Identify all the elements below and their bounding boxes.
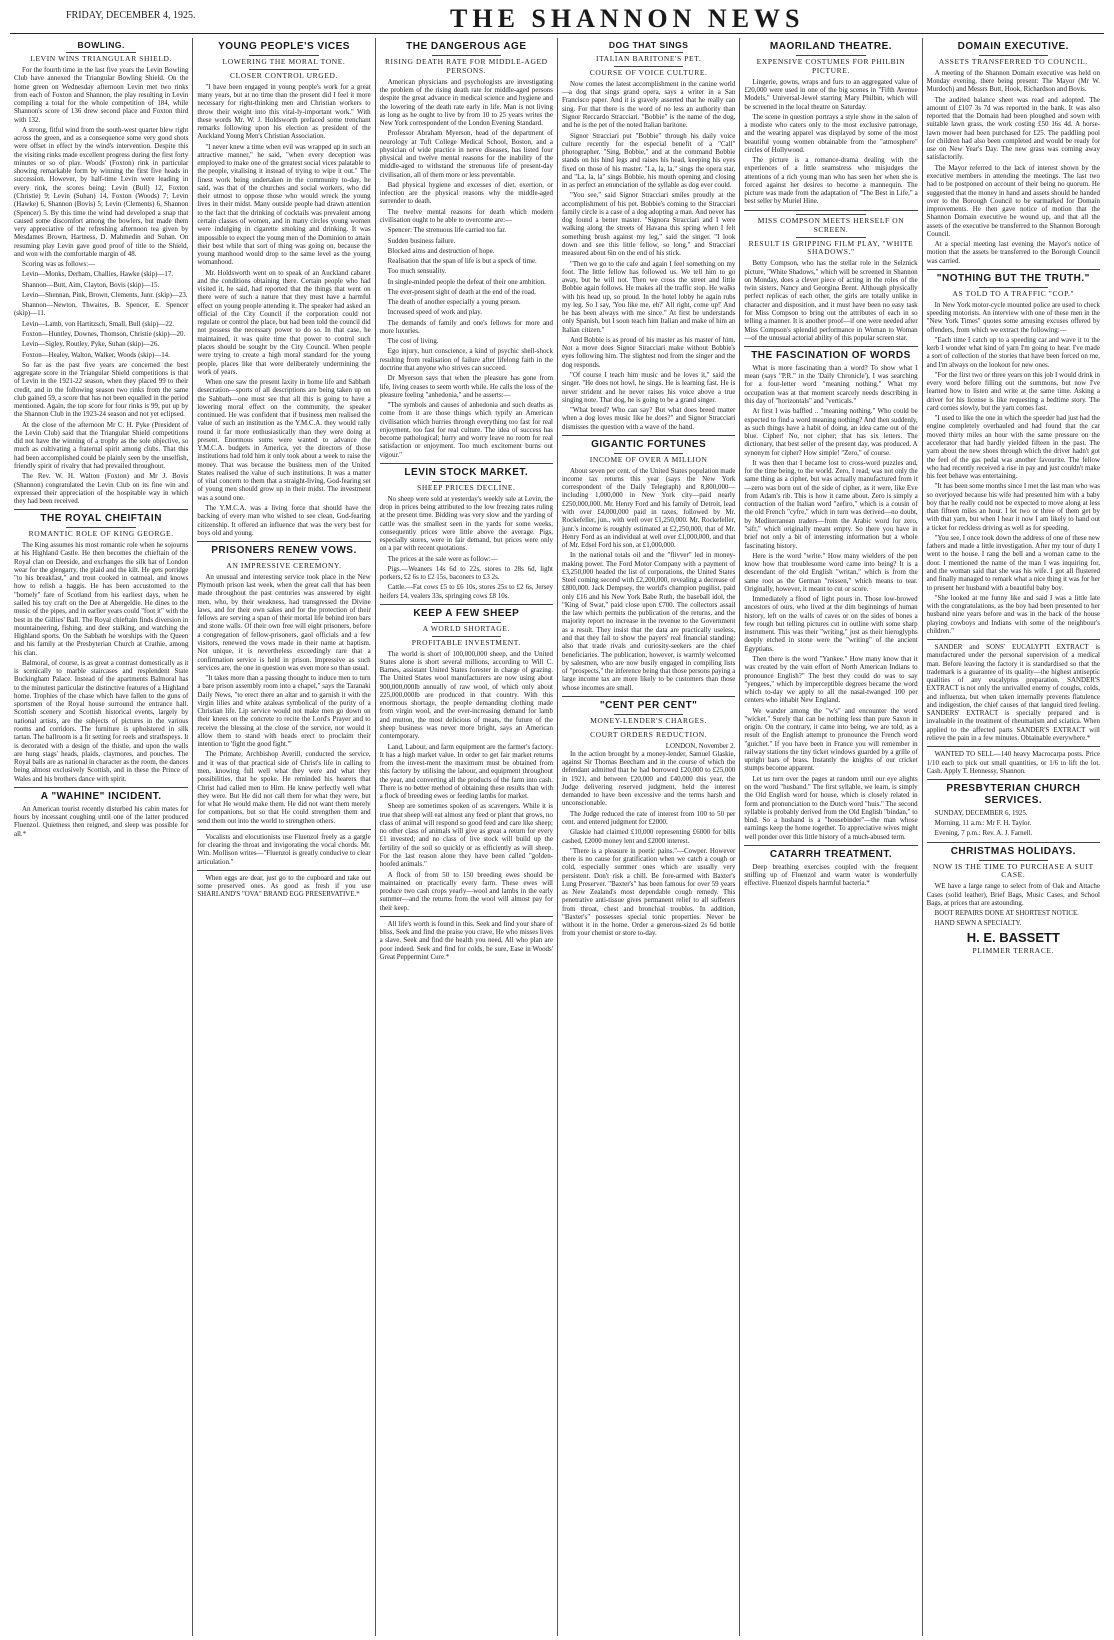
heading-rule xyxy=(796,237,865,238)
article-headline: DOMAIN EXECUTIVE. xyxy=(957,41,1069,52)
article-paragraph: "She looked at me funny like and said I was a little late with the congratulations, as the boy had been presented to her husband nine years before and was in the back of the house playing cowboys and Indians with some of the neighbour's children." xyxy=(926,593,1100,635)
article-paragraph: "What breed? Who can say? But what does breed matter when a dog loves music like he does?" and Signor Stracciari dismisses the question with a wave of the hand. xyxy=(561,406,736,431)
article-paragraph: A flock of from 50 to 150 breeding ewes should be maintained on practically every farm. These ewes will produce two cash crops yearly—wool and lambs in the early summer—and the returns from the wool will almost pay for their keep. xyxy=(379,870,553,912)
column-rule xyxy=(14,787,188,788)
article xyxy=(562,40,735,431)
article-headline: CATARRH TREATMENT. xyxy=(769,848,893,860)
article xyxy=(197,541,370,825)
article-paragraph: Lingerie, gowns, wraps and furs to an aggregated value of £20,000 were used in one of the big scenes in "Fifth Avenue Models," Universal-Jewel starring Mary Philbin, which will be screened in the local theatre on Saturday. xyxy=(744,77,918,111)
article-paragraph: HAND SEWN A SPECIALTY. xyxy=(934,919,1022,928)
heading-rule xyxy=(614,453,683,454)
article-paragraph: Land, Labour, and farm equipment are the farmer's factory. It has a high market value. In order to get fair market returns from the invest-ment the maximum must be obtained from this factory by utilising the labour, and equipment throughout the year, and converting all the products of the farm into cash. There is no better method of obtaining these results than with a flock of breeding ewes or feeding lambs for market. xyxy=(379,742,553,801)
article-subheading: RESULT IS GRIPPING FILM PLAY, "WHITE SHADOWS." xyxy=(748,238,914,257)
article-subheading: ROMANTIC ROLE OF KING GEORGE. xyxy=(28,529,174,539)
article-paragraph: "It takes more than a passing thought to induce men to turn a bare prison assembly room into a chapel," says the Taranaki Daily News, "to erect there an altar and to garnish it with the virgin lilies and white azaleas symbolical of the purity of a Christian life. Lip service would not make men go down on their knees on the concrete to recite the Lord's Prayer and to receive the blessing at the close of the service, nor would it allow them to stand with heads erect to proclaim their intention to 'fight the good fight.'" xyxy=(197,674,371,749)
article-subheading: ITALIAN BARITONE'S PET. xyxy=(596,54,702,64)
article-paragraph: An American tourist recently disturbed his cabin mates for hours by incessant coughing until one of the latter produced Fluenzol. Quietness then reigned, and sleep was possible for all.* xyxy=(14,804,189,838)
article-paragraph: Glaskie had claimed £10,000 representing £6000 for bills cashed, £2000 money lent and £2000 interest. xyxy=(561,828,736,845)
article-headline: GIGANTIC FORTUNES xyxy=(591,438,707,450)
article-subheading: EXPENSIVE COSTUMES FOR PHILBIN PICTURE. xyxy=(756,56,906,75)
article-paragraph: Dr Myerson says that when the pleasure has gone from life, living ceases to seem worth while. He calls the loss of the pleasure feeling "anhedonia," and he asserts:— xyxy=(379,374,553,399)
article-paragraph: A strong, fitful wind from the south-west quarter blew right across the green, and as a consequence some very good shots were offset in effect by the wind's intervention. Despite this the visiting rinks made excellent progress during the first forty minutes or so of play. Woods' (Foxton) rink in particular showing remarkable form by winning the first five heads in succession. However, by half-time Levin were leading in every rink, the scores being: Levin (Bull) 12, Foxton (Christie) 9; Levin (Suhan) 14, Foxton (Woods) 7; Levin (Hawke) 6, Shannon (Bovis) 5; Levin (Clements) 6, Shannon (Spencer) 5. By this time the wind had developed a snap that caused some discomfort among the bowlers, but made them very appreciative of the refreshing afternoon tea given by Mesdames Brown, Hartness, D. Mahmedin and Suhan. On resuming play Levin gave good proof of title to the Shield, and won with the comfortable margin of 48. xyxy=(14,125,189,258)
article-dateline: LONDON, November 2. xyxy=(665,741,736,750)
heading-rule xyxy=(979,287,1048,288)
article-subheading: INCOME OF OVER A MILLION xyxy=(589,454,708,464)
article-paragraph: Betty Compson, who has the stellar role in the Selznick picture, "White Shadows," which will be screened in Shannon on Monday, does a clever piece of acting in the roles of the twin sisters, Nancy and Georgina Brent. Although physically perfect replicas of each other, the girls are totally unlike in character and disposition, and it must have been no easy task for Miss Compson to bring out the attributes of each in so telling a manner. It is another proof—if one were needed after Miss Compson's splendid performance in Woman to Woman—of the unusual actorial ability of this popular screen star. xyxy=(744,259,918,342)
article-paragraph: Pigs.—Weaners 14s 6d to 22s, stores to 28s 6d, light porkers, £2 6s to £2 15s, baconers to £3 2s. xyxy=(379,564,553,582)
article xyxy=(14,40,188,505)
article-subheading: LEVIN WINS TRIANGULAR SHIELD. xyxy=(30,54,173,64)
article-subheading: COURSE OF VOICE CULTURE. xyxy=(589,68,708,78)
article xyxy=(562,696,735,938)
article-paragraph: "You see," said Signor Stracciari smiles proudly at the accomplishment of his pet. Bobbie's coming to the Stracciari family circle is a case of a dog adopting a man. And never has dog found a better master. "Signora Stracciari and I were walking along the streets of Havana this spring when I felt something brush against my leg," said the singer. "I look down and see this little fellow, so long," and Stracciari measured about 6in on the end of his stick. xyxy=(561,191,736,258)
article-paragraph: The demands of family and one's fellows for more and more luxuries. xyxy=(379,318,553,335)
article-paragraph: The Judge reduced the rate of interest from 100 to 50 per cent. and entered judgment for £2000. xyxy=(561,809,736,827)
heading-rule xyxy=(614,728,683,729)
article-paragraph: An unusual and interesting service took place in the New Plymouth prison last week, when the great call that has been made throughout the past centuries was answered by eight men, who, by their weakness, had transgressed the Divine laws, and for their own sakes and for the protection of their fellows are serving a span of their mortal life behind iron bars and stone walls. Of their own free will eight prisoners, before a congregation of fellow-prisoners, gaol officials and a few visitors, renewed the vows made in their name at baptism. Not unique, it is nevertheless exceedingly rare that a confirmation service is held in prison. Impressive as such services are, the one in question was even more so than usual. xyxy=(197,572,371,672)
article xyxy=(744,845,917,888)
article-subheading: MONEY-LENDER'S CHARGES. xyxy=(590,715,708,725)
article-paragraph: The Rev. W. H. Walton (Foxton) and Mr J. Bovis (Shannon) congratulated the Levin Club on its fine win and expressed their appreciation of the hospitable way in which they had been received. xyxy=(14,472,189,506)
article-paragraph: Levin—Sigley, Routley, Pyke, Suhan (skip)—26. xyxy=(22,340,160,349)
article-headline: DOG THAT SINGS xyxy=(608,40,689,50)
article-paragraph: The Primate, Archbishop Averill, conducted the service, and it was of that practical side of Christ's life in calling to men, knowing full well what they were and what they possibilities, that he spoke. He reminded his hearers that Christ had called men to Him. He knew perfectly well what they were. But He did not call them for what they were, but for what He would make them. He did not want them merely for companions, but so that He could strengthen them and send them out into the world to strengthen others. xyxy=(197,750,371,825)
article-paragraph: No sheep were sold at yesterday's weekly sale at Levin, the drop in prices being attributed to the low freezing rates ruling at the present time. Bidding was very slow and the yarding of cattle was the smallest seen in the yards for some weeks, consequently prices were little above the average. Pigs, especially stores, were in fair demand, but prices were only on a par with recent quotations. xyxy=(379,494,553,553)
heading-rule xyxy=(432,55,501,56)
article xyxy=(744,41,917,206)
article-paragraph: Vocalists and elocutionists use Fluenzol freely as a gargle for clearing the throat and invigorating the vocal chords. Mr. Wm. Mollison writes—"Fluenzol is greatly conducive to clear articulation." xyxy=(197,832,371,866)
article-headline: "CENT PER CENT" xyxy=(599,699,698,711)
article-paragraph: The prices at the sale were as follow:— xyxy=(387,554,498,563)
article xyxy=(14,509,188,783)
heading-rule xyxy=(796,55,865,56)
heading-rule xyxy=(432,636,501,637)
article-paragraph: Then there is the word "Yankee." How many know that it was created by the vain effort of North American Indians to pronounce English?" The best they could do was to say "yengees," which by imperceptible degrees became the word which to-day we apply to all the nasal-twanged 100 per centers who inhabit New England. xyxy=(744,654,918,705)
article-paragraph: Evening, 7 p.m.: Rev. A. J. Farnell. xyxy=(934,829,1033,838)
article-headline: "NOTHING BUT THE TRUTH." xyxy=(936,272,1090,284)
newspaper-title: THE SHANNON NEWS xyxy=(450,4,805,33)
article-headline: PRISONERS RENEW VOWS. xyxy=(211,545,357,557)
article-paragraph: "It has been some months since I met the last man who was so overjoyed because his wife had presented him with a baby boy that he really could not be expected to move along at less than fifteen miles an hour. I let two or three of them get by with that yarn, but when I hear it now I am likely to hand out a ticket for reckless driving as well as for speeding. xyxy=(926,482,1100,532)
article xyxy=(927,842,1100,956)
article-paragraph: "Of course I teach him music and he loves it," said the singer. "He does not howl, he sings. He is learning fast. He is never strident and he never raises his voice above a true singing note. That dog, he is going to be a grand singer. xyxy=(561,370,736,404)
article-paragraph: Here is the word "write." How many wielders of the pen know how that troublesome word came into being? It is a descendant of the old English "writan," which is from the same root as the German "reissen," which means to tear. Originally, however, it meant to cut or score. xyxy=(744,551,918,593)
column-6 xyxy=(922,38,1104,1636)
article xyxy=(380,41,553,459)
column-rule xyxy=(197,541,370,542)
article xyxy=(197,870,370,899)
article-paragraph: Sheep are sometimes spoken of as scavengers. While it is true that sheep will eat almost any feed or plant that grows, no class of animal will respond so good feed and care like sheep; no other class of animals will give as great a return for every £1 invested; and no class of live stock will build up the fertility of the soil so quickly or as efficiently as will sheep. For the last reason alone they have been called "golden-hoofed animals." xyxy=(379,802,553,869)
article-headline: KEEP A FEW SHEEP xyxy=(413,607,520,619)
article xyxy=(197,41,370,537)
article xyxy=(744,346,917,841)
article-paragraph: American physicians and psychologists are investigating the problem of the rising death rate for middle-aged persons despite the great advance in medical science and hygiene and the lowering of the death rate early in life. Man is not living as long as he ought to live by from 10 to 25 years writes the New York correspondent of the London Evening Standard. xyxy=(379,77,553,128)
article-subheading: RISING DEATH RATE FOR MIDDLE-AGED PERSONS. xyxy=(384,56,548,75)
advertiser-name: H. E. BASSETT xyxy=(966,929,1060,945)
article-paragraph: WE have a large range to select from of Oak and Attache Cases (solid leather), Brief Bags, Music Cases, and School Bags, at prices that are astounding. xyxy=(926,882,1100,907)
article-paragraph: The world is short of 100,000,000 sheep, and the United States alone is short several millions, according to Will C. Barnes, assistant United States forester in charge of grazing. The United States wool manufacturers are now using about 900,000,000lb annually of raw wool, of which only about 225,000,000lb are produced in that country. With this enormous shortage, the people demanding clothing made from virgin wool, and the ever-increasing demand for lamb and mutton, the most delicious of meats, the future of the sheep business was never more bright, says an American contemporary. xyxy=(379,649,553,741)
article-paragraph: Deep breathing exercises coupled with the frequent sniffing up of Fluenzol and warm water is wonderfully effective. Fluenzol dispels harmful bacteria.* xyxy=(744,862,918,888)
column-rule xyxy=(380,604,553,605)
heading-rule xyxy=(249,559,318,560)
article-paragraph: Foxton—Healey, Walton, Walker, Woods (skip)—14. xyxy=(22,350,170,359)
article xyxy=(927,269,1100,635)
masthead xyxy=(10,4,1104,34)
article-paragraph: WANTED TO SELL—140 heavy Macrocarpa posts. Price 1/10 each to pick out small quantities, or 1/6 to lift the lot. Cash. Apply T. Hennessy, Shannon. xyxy=(926,750,1100,775)
article-paragraph: "For the first two or three years on this job I would drink in every word before filling out the summons, but now I've learned how to listen and write at the same time. Asking a driver for his license is like requesting a bedtime story. The card comes slowly, but the yarn comes fast. xyxy=(926,370,1100,412)
heading-rule xyxy=(66,527,136,528)
article-paragraph: The Y.M.C.A. was a living force that should have the backing of every man who wished to see clean, God-fearing citizenship. It offered an influence that was the very best for boys old and young. xyxy=(197,504,371,537)
article xyxy=(562,435,735,692)
article-paragraph: The scene in question portrays a style show in the salon of a modiste who caters only to the most exclusive patronage, and the wearing apparel was displayed by some of the most beautiful young women obtainable from the "atmosphere" circles of Hollywood. xyxy=(744,112,918,154)
column-rule xyxy=(562,696,735,697)
article-paragraph: What is more fascinating than a word? To show what I mean (says "P.R." in the 'Daily Chronicle'), I was searching for a four-letter word "meaning nothing." What my occupation was at that moment scarcely needs describing in this day of "horizontals" and "verticals." xyxy=(744,363,918,406)
article-subheading: A WORLD SHORTAGE. xyxy=(422,623,510,633)
article xyxy=(380,916,553,961)
column-1 xyxy=(10,38,192,1636)
article xyxy=(380,604,553,912)
article-subheading: SHEEP PRICES DECLINE. xyxy=(417,482,516,492)
article xyxy=(927,639,1100,742)
article-paragraph: "Then we go to the cafe and again I feel something on my foot. The little fellow has followed us. We tell him to go away, but he will not. Then we cross the street and little Bobbie again follows. He makes all the traffic stop. He walks with his head up, so proud. In the hotel lobby he again rubs my leg. So I say, 'You like me, eh?' All right, come up!' And he has been always with me since." At first he understands only Spanish, but I soon teach him Italian and make of him an Italian citizen." xyxy=(561,259,736,334)
heading-rule xyxy=(249,55,318,56)
article-paragraph: SANDER and SONS' EUCALYPTI EXTRACT is manufactured under the personal supervision of a medical man. Before leaving the factory it is standardised so that the trademark is a guarantee of its quality—the highest antiseptic qualities of any eucalyptus preparation. SANDER'S EXTRACT is not only the unrivalled enemy of coughs, colds, and influenza, but when taken internally prevents flatulence and indigestion, the chief causes of that languid tired feeling. SANDERS' EXTRACT is specially prepared and is invaluable in the treatment of rheumatism and sciatica. When applied to the affected parts SANDER'S EXTRACT will relieve the pain in a few minutes. Obtainable everywhere.* xyxy=(926,643,1100,743)
article-headline: YOUNG PEOPLE'S VICES xyxy=(218,41,350,52)
column-rule xyxy=(380,463,553,464)
article-paragraph: The cost of living. xyxy=(387,337,439,346)
article-subheading: LOWERING THE MORAL TONE. xyxy=(222,56,346,66)
column-rule xyxy=(927,639,1100,640)
heading-rule xyxy=(796,214,865,215)
article-paragraph: Immediately a flood of light pours in. Those low-browed ancestors of ours, who lived at the dim beginnings of human history, left on the walls of caves or on the sides of bones a few rough but telling pictures cut in outline with some sharp instrument. This was their "writing," just as their hieroglyphs deeply etched in stone were the "writing" of the ancient Egyptians. xyxy=(744,595,918,653)
article-paragraph: "Each time I catch up to a speeding car and wave it to the kerb I wonder what kind of yarn I'm going to hear. I've made a sort of collection of the stories that have been forced on me, and I'm always on the lookout for new ones. xyxy=(926,335,1100,369)
heading-rule xyxy=(614,66,683,67)
heading-rule xyxy=(979,55,1048,56)
article-paragraph: Increased speed of work and play. xyxy=(387,308,482,317)
article-subheading: CLOSER CONTROL URGED. xyxy=(230,70,338,80)
article-paragraph: Ego injury, hurt conscience, a kind of psychic shell-shock resulting from realisation of failure after lifelong faith in the doctrine that anyone who strives can succeed. xyxy=(379,347,553,372)
article-paragraph: The King assumes his most romantic role when he sojourns at his Highland Castle. He then becomes the chieftain of the Royal clan on Deeside, and exchanges the silk hat of London wear for the glengarry, the plaid and the kilt. He gets porridge "to his breakfast," and trout cooked in oatmeal, and knows how to relish a haggis. He has been accustomed to the "homely" fare of Scotland from his earliest days, when he sailed his toy craft on the Dee at Abergeldie. He dines to the music of the pipes, and in earlier years could "foot it" with the best in the Gillies' Ball. The Royal chieftain finds diversion in mountaineering, fishing, and deer stalking, and watching the Highland sports. On the Sabbath he worships with the Queen and his family at the Presbyterian Church at Crathie, among his clan. xyxy=(14,541,189,657)
article-paragraph: Cattle.—Fat cows £5 to £6 10s, stores 25s to £2 6s, Jersey heifers £4, vealers 33s, springing cows £8 10s. xyxy=(379,583,553,600)
article-paragraph: Professor Abraham Myerson, head of the department of neurology at Tuft College Medical School, Boston, and a physician of wide practice in nerve diseases, has listed four physical and twelve mental reasons for the inability of the middle-aged to withstand the strenuous life of present-day civilisation, all of them more or less preventable. xyxy=(379,129,553,179)
column-rule xyxy=(927,269,1100,270)
article-paragraph: "I used to like the one in which the speeder had just had the engine completely overhauled and had found that the car moved thirty miles an hour with the same pressure on the accelerator that had hardly yielded fifteen in the past. The yarn about the new shoes through which the driver hadn't got the feel of the gas pedal was another favourite. The fellow who had recently received a rise in pay and just couldn't make his feet behave was entertaining. xyxy=(926,414,1100,481)
column-rule xyxy=(744,346,917,347)
column-rule xyxy=(380,916,553,917)
heading-rule xyxy=(66,52,136,53)
article xyxy=(927,746,1100,775)
column-rule xyxy=(927,779,1100,780)
article xyxy=(14,787,188,838)
article-paragraph: Signor Stracciari put "Bobbie" through his daily voice culture recently for the especial benefit of a "Call" photographer. "Sing, Bobbie," and at the command Bobbie stands on his hind legs and raises his head, keeping his eyes fixed on those of his master. "La, la, la," sings the opera star, and "La, la, la" sings Bobbie, his mouth opening and closing in as perfect an enunciation of the syllable as dog ever could. xyxy=(561,131,736,190)
heading-rule xyxy=(979,860,1048,861)
column-rule xyxy=(927,746,1100,747)
article-paragraph: The twelve mental reasons for death which modern civilisation ought to be able to overcome are:— xyxy=(379,207,553,224)
article-paragraph: "I have been engaged in young people's work for a great many years, but at no time than the present did I feel it more necessary for right-thinking men and Christian workers to throw their weight into this vital-ly-important work." With these words Mr. W. J. Holdsworth prefaced some trenchant remarks following upon his election as president of the Auckland Young Men's Christian Association. xyxy=(197,82,371,141)
article-paragraph: "I never knew a time when evil was wrapped up in such an attractive manner," he said, "when every deception was employed to make one of the greatest social vices palatable to the people, vitalising it instead of trying to wipe it out." The finest work being undertaken in the community to-day, he said, was that of the churches and social workers, who did their utmost to oppose those who would wreck the young lives in their midst. Many outside people had drawn attention to the fact that the drinking of cocktails was prevalent among certain classes of women, and in many circles young women were indulging in cigarette smoking and drinking. It was impossible to expect the young men of the Dominion to attain their best while that sort of thing was going on, because the young manhood would drop to the same level as the young womanhood. xyxy=(197,142,371,267)
article-paragraph: Levin—Shennan, Pink, Brown, Clements, Junr. (skip)—23. xyxy=(22,290,188,299)
article-paragraph: Too much sensuality. xyxy=(387,267,447,276)
column-rule xyxy=(14,509,188,510)
article-paragraph: Bad physical hygiene and excesses of diet, exertion, or infection are the physical reasons why the middle-aged surrender to death. xyxy=(379,180,553,206)
article-headline: PRESBYTERIAN CHURCH SERVICES. xyxy=(946,783,1081,806)
column-rule xyxy=(927,842,1100,843)
article-paragraph: At a special meeting last evening the Mayor's notice of motion that the assets be transferred to the Borough Council was carried. xyxy=(926,240,1100,265)
article-paragraph: "There is a pleasure in poetic pains."—Cowper. However there is no cause for gratification when we catch a cough or cold, especially summer ones which are usually very persistent. Don't risk a chill. Be fore-armed with Baxter's Lung Preserver. "Baxter's" has been famous for over 59 years as New Zealand's most dependable cough remedy. This penetrative anti-tissue gives permanent relief to all sufferers from throat, chest and bronchial troubles. In addition, "Baxter's" possesses special tonic properties. Never be without it in the home. Order a generous-sized 2s 6d bottle from your chemist or store to-day. xyxy=(561,846,736,938)
article-paragraph: Mr. Holdsworth went on to speak of an Auckland cabaret and the conditions obtaining there. Certain people who had visited it, he said, had reported that the things that went on there were of such a nature that they must have a harmful effect on young people attending it. The speaker had asked an official of the City Council if the corporation could not regulate or control the place, but had been told the council did not possess the necessary power to do so. In that case, he maintained, it was quite time that power to control such places should be sought by the City Council. When people were trying to create a high moral standard for the young people, places like that were deliberately undermining the work of years. xyxy=(197,268,371,376)
article-paragraph: "You see, I once took down the address of one of these new fathers and made a little investigation. After my tour of duty I went to the house. I rang the bell and a woman came to the door. I mentioned the name of the man I was inquiring for, and the woman said that she was his wife. I got all flustered and finally managed to remark what a nice thing it was for her to present her husband with a beautiful baby boy. xyxy=(926,533,1100,592)
article-paragraph: For the fourth time in the last five years the Levin Bowling Club have annexed the Triangular Bowling Shield. On the home green on Wednesday afternoon Levin met two rinks from each of Foxton and Shannon, the play resulting in Levin compiling a total for the whole competition of 184, while Shannon's score of 136 drew second place and Foxton third with 132. xyxy=(14,66,189,124)
article-headline: BOWLING. xyxy=(77,40,125,50)
article-paragraph: The audited balance sheet was read and adopted. The amount of £107 3s 7d was reported in the bank. It was also reported that the Domain had been ploughed and sown with suitable lawn grass, the work costing £50 16s 4d. A horse-lawn mower had been purchased for £25. The paddling pool for children had also been completed and would be ready for use on New Year's Day. The new grass was coming away satisfactorily. xyxy=(926,95,1100,162)
column-rule xyxy=(197,829,370,830)
article-paragraph: We wander among the "w's" and encounter the word "wicket." Surely that can be nothing less than pure Saxon in origin. On the contrary, it came into being, we are told, as a result of the English attempt to pronounce the French word "guichet." If you have been in France you will remember in railway stations the tiny ticket windows guarded by a grille of upright bars of brass. Instantly the knights of our cricket stumps become apparent. xyxy=(744,706,918,773)
article-paragraph: In New York motor-cycle mounted police are used to check speeding motorists. An interview with one of these men in the "New York Times" quotes some amusing excuses offered by offenders, from which we extract the following:— xyxy=(926,300,1100,334)
article-paragraph: The picture is a romance-drama dealing with the experiences of a little seamstress who misjudges the attentions of a rich young man who has seen her when she is forced against her desires to become a mannequin. The picture was made from the adaptation of "The Best in Life," a best seller by Muriel Hine. xyxy=(744,156,918,206)
article-paragraph: All life's worth is found in this. Seek and find your share of bliss, Seek and find the praise you crave, He who misses lives a slave. Seek and find the health you need, All who plan are poor indeed. Seek and find for colds, be sure, Ease in Woods' Great Peppermint Cure.* xyxy=(379,919,553,961)
article-paragraph: Shannon—Butt, Aim, Clayton, Bovis (skip)—15. xyxy=(22,280,160,289)
article-paragraph: Levin—Lamb, von Hartitzsch, Small, Bull (skip)—22. xyxy=(22,319,175,328)
article-paragraph: At first I was baffled .. "meaning nothing." Who could be expected to find a word meaning nothing? And then suddenly, as such things have a habit of doing, an idea came out of the blue. Cipher! No, not cipher; that has six letters. The dictionary, that best seller of the present day, was produced. A synonym for cipher? How simple! "Zero," of course. xyxy=(744,407,918,457)
article-paragraph: The death of another especially a young person. xyxy=(387,298,521,307)
article xyxy=(927,41,1100,265)
article-paragraph: Morning, 11 a.m.: Mr F. H. Taylor. xyxy=(934,819,1032,828)
column-rule xyxy=(744,845,917,846)
article-headline: THE ROYAL CHEIFTAIN xyxy=(40,513,162,525)
column-4 xyxy=(557,38,739,1636)
article-headline: THE FASCINATION OF WORDS xyxy=(751,350,911,362)
article-paragraph: The ever-present sight of death at the end of the road. xyxy=(387,287,537,296)
article-paragraph: In the action brought by a money-lender, Samuel Glaskie, against Sir Thomas Beecham and in the course of which the defendant admitted that he had borrowed £20,000 to £25,000 in 1921, and between £20,000 and £40,000 this year, the Judge delivering reserved judgment, held the interest demanded to have been excessive and the terms harsh and unconscionable. xyxy=(561,749,736,808)
column-rule xyxy=(744,210,917,211)
article-subheading: NOW IS THE TIME TO PURCHASE A SUIT CASE. xyxy=(932,861,1094,880)
article-paragraph: Spencer: The strenuous life carried too far. xyxy=(387,226,506,235)
article-paragraph: Shannon—Newton, Thwaites, B. Spencer, E. Spencer (skip)—11. xyxy=(14,301,189,318)
article-subheading: ASSETS TRANSFERRED TO COUNCIL. xyxy=(938,56,1088,66)
article xyxy=(744,210,917,342)
article xyxy=(927,779,1100,838)
article-paragraph: SUNDAY, DECEMBER 6, 1925. xyxy=(934,808,1028,817)
article-paragraph: A meeting of the Shannon Domain executive was held on Monday evening, there being present: The Mayor (Mr W. Murdoch) and Messrs Butt, Hook, Richardson and Bovis. xyxy=(926,68,1100,94)
advertiser-address: PLIMMER TERRACE. xyxy=(972,946,1055,956)
heading-rule xyxy=(614,714,683,715)
article-subheading: PROFITABLE INVESTMENT. xyxy=(411,637,521,647)
heading-rule xyxy=(432,622,501,623)
article-paragraph: In single-minded people the defeat of their one ambition. xyxy=(387,277,546,286)
article-paragraph: Foxton—Huntley, Downes, Thomson, Christie (skip)—20. xyxy=(22,330,186,338)
column-5 xyxy=(739,38,921,1636)
article-subheading: MISS COMPSON MEETS HERSELF ON SCREEN. xyxy=(757,215,905,234)
article-paragraph: In the national totals oil and the "flivver" led in money-making power. The Ford Motor Company with a payment of £3,250,000 headed the list of corporations, the United States Steel coming second with £2,200,000, revealing a decrease of £800,000. Jack Dempsey, the world's champion pugilist, paid only £16 and his New York Babe Ruth, the baseball idol, the "King of Swat," paid close upon £700. The collectors assail the law which permits the publication of the returns, and the majority report no increase in the revenue to the Government as a result. They insist that the data are practically useless, and that they fail to show the payers' real financial standing; also that trade rivals and curiosity-seekers are the chief beneficiaries. The publication, however, is warmly welcomed by salesmen, who are now busily engaged in compiling lists of "prospects," the inference being that those persons paying a large income tax are more likely to be customers than those whose incomes are small. xyxy=(561,551,736,692)
article-paragraph: And Bobbie is as proud of his master as his master of him. Not a move does Signor Stracciari make without Bobbie's eyes following him. The slightest nod from the singer and the dog responds. xyxy=(561,335,736,369)
article-paragraph: Blocked aims and destruction of hope. xyxy=(387,246,495,255)
article-paragraph: Balmoral, of course, is as great a contrast domestically as it is scenically to marble staircases and resplendent State Buckingham Palace. Instead of the apartments Balmoral has to the minutest particular the distinctive features of a Highland home. Trophies of the chase which have fallen to the guns of sportsmen of the Royal house surround the entrance hall. Scottish scenery and Scottish historical events, largely by national artists, are the subjects of pictures in the various rooms and corridors. The furniture is upholstered in silk tartan. The ballroom is a fit setting for reels and strathspeys. It is decorated with a design of the thistle, and upon the walls are hung stags' heads, plaids, claymores, and pouches. The Royal balls are as national in character as the room, the dances being almost exclusively Scottish, and in these the Prince of Wales and his brothers dance with spirit. xyxy=(14,658,189,783)
article-paragraph: When one saw the present laxity in home life and Sabbath desecration—sports of all descriptions are being taken up on the Sabbath—one must see that all this is going to have a lowering moral effect on the community, the speaker continued. He was confident that if business men realised the value of such an institution as the Y.M.C.A. they would rally round it far more enthusiastically than they were doing at present. Enormous sums were wanted to advance the Y.M.C.A. budgets in America, yet the directors of those institutions had told him it only took about a week to raise the money. That was because the business men of the United States realised the value of such institutions. It was a matter of vital concern to them that a straight-living, God-fearing set of young men should grow up in their midst. The investment was a sound one. xyxy=(197,378,371,502)
article-headline: MAORILAND THEATRE. xyxy=(769,41,893,52)
article-paragraph: It was then that I became lost to cross-word puzzles and, for the time being, to the world. Zero, I read, was not only the same thing as a cipher, but was actually manufactured from it—zero was born out of the side of cipher, as it were, like Eve from Adam's rib. This is how it came about. Zero is simply a contraction of the Italian word "zefiro," which is a cousin of the old French "cyfre," which in turn was derived—no doubt, by Mediterranean traders—from the Arabic word for zero, "sifr," which originally meant empty. So there you have in brief not only a bit of interesting information but a whole fascinating history. xyxy=(744,458,918,550)
heading-rule xyxy=(614,52,683,53)
heading-rule xyxy=(432,481,501,482)
article-paragraph: Now comes the latest accomplishment in the canine world—a dog that sings grand opera, says a writer in a San Francisco paper. And it is gravely asserted that he really can sing. For that there is the word of no less an authority than Signor Reccardo Stracciari. "Bobbie" is the name of the dog, and he is the pet of the noted Italian baritone. xyxy=(561,79,736,130)
article-paragraph: The Mayor referred to the lack of interest shown by the executive members in attending the meetings. The last two had to be postponed on account of their being no quorum. He suggested that the money in hand and assets should be handed over to the Borough Council to be earmarked for Domain improvements. He then gave notice of motion that the Shannon Domain executive be wound up, and that all the assets of the executive be transferred to the Shannon Borough Council. xyxy=(926,163,1100,238)
article-paragraph: About seven per cent. of the United States population made income tax returns this year (says the New York correspondent of the Daily Telegraph) and 8,800,000—including 1,000,000 in New York city—paid nearly £250,000,000. Mr. Henry Ford and his family of Detroit, lead with over £4,000,000 paid in taxes, followed by Mr. Rockefeller, jun., with well over £1,250,000. Mr. Rockefeller, junr.'s income is roughly estimated at £2,250,000, that of Mr. Henry Ford as an individual at well over £1,000,000, and that of Mr. Edsel Ford his son, at £1,000,000. xyxy=(561,466,736,550)
column-2 xyxy=(192,38,374,1636)
article-headline: CHRISTMAS HOLIDAYS. xyxy=(950,845,1076,857)
column-rule xyxy=(197,870,370,871)
article-paragraph: Scoring was as follows:— xyxy=(22,260,96,269)
column-3 xyxy=(375,38,557,1636)
article-subheading: AN IMPRESSIVE CEREMONY. xyxy=(226,560,342,570)
article-headline: A "WAHINE" INCIDENT. xyxy=(40,790,162,802)
article-headline: LEVIN STOCK MARKET. xyxy=(404,466,529,478)
article-paragraph: When eggs are dear, just go to the cupboard and take out some preserved ones. As good as fresh if you use SHARLAND'S "OVA" BRAND EGG PRESERVATIVE.* xyxy=(197,873,371,899)
article-paragraph: "The symbols and causes of anhedonia and such deaths as come from it are those things which typify an American civilisation which hurries through everything too fast for real enjoyment, too fast for real culture. The idea of success has become pathological; hurry and worry leave no room for real satisfaction or enjoyment. Too much excitement burns out vigour." xyxy=(379,401,553,459)
article-subheading: AS TOLD TO A TRAFFIC "COP." xyxy=(952,288,1075,298)
article-paragraph: So far as the past five years are concerned the best aggregate score in the Triangular Shield competitions is that of Levin in the 1921-22 season, when they placed 99 to their credit, and in the following season two rinks from the same club gained 59, a score that has not been equalled in the period mentioned. Again, the top score for four rinks is 99, put up by the Shannon Club in the 1923-24 season and not yet eclipsed. xyxy=(14,360,189,419)
article-paragraph: Let us turn over the pages at random until our eye alights on the word "husband." The first syllable, we learn, is simply the Old English word for house, which is closely related in form and pronunciation to the Dutch word "huis." The second syllable is probably derived from the Old English "bindan," to bind. So a husband is a "housebinder"—the man whose earnings keep the home together. To appreciative wives might well ponder over this little history of a much-abused term. xyxy=(744,774,918,841)
article-headline: THE DANGEROUS AGE xyxy=(406,41,527,52)
heading-rule xyxy=(249,69,318,70)
article-paragraph: Sudden business failure. xyxy=(387,236,456,245)
article-paragraph: At the close of the afternoon Mr C. H. Pyke (President of the Levin Club) said that the Triangular Shield competitions did not have the winning of a trophy as the sole objective, so much as cultivating a fraternal spirit among clubs. That this had been accomplished could be plainly seen by the unselfish, friendly spirit of rivalry that had prevailed throughout. xyxy=(14,420,189,470)
newspaper-columns xyxy=(10,38,1104,1636)
article xyxy=(380,463,553,600)
article-subheading: COURT ORDERS REDUCTION. xyxy=(590,729,708,739)
article-paragraph: BOOT REPAIRS DONE AT SHORTEST NOTICE. xyxy=(934,909,1079,918)
article-paragraph: Levin—Monks, Derham, Challies, Hawke (skip)—17. xyxy=(22,270,174,279)
article xyxy=(197,829,370,866)
issue-date: FRIDAY, DECEMBER 4, 1925. xyxy=(66,10,196,21)
column-rule xyxy=(562,435,735,436)
article-paragraph: Realisation that the span of life is but a speck of time. xyxy=(387,257,537,266)
